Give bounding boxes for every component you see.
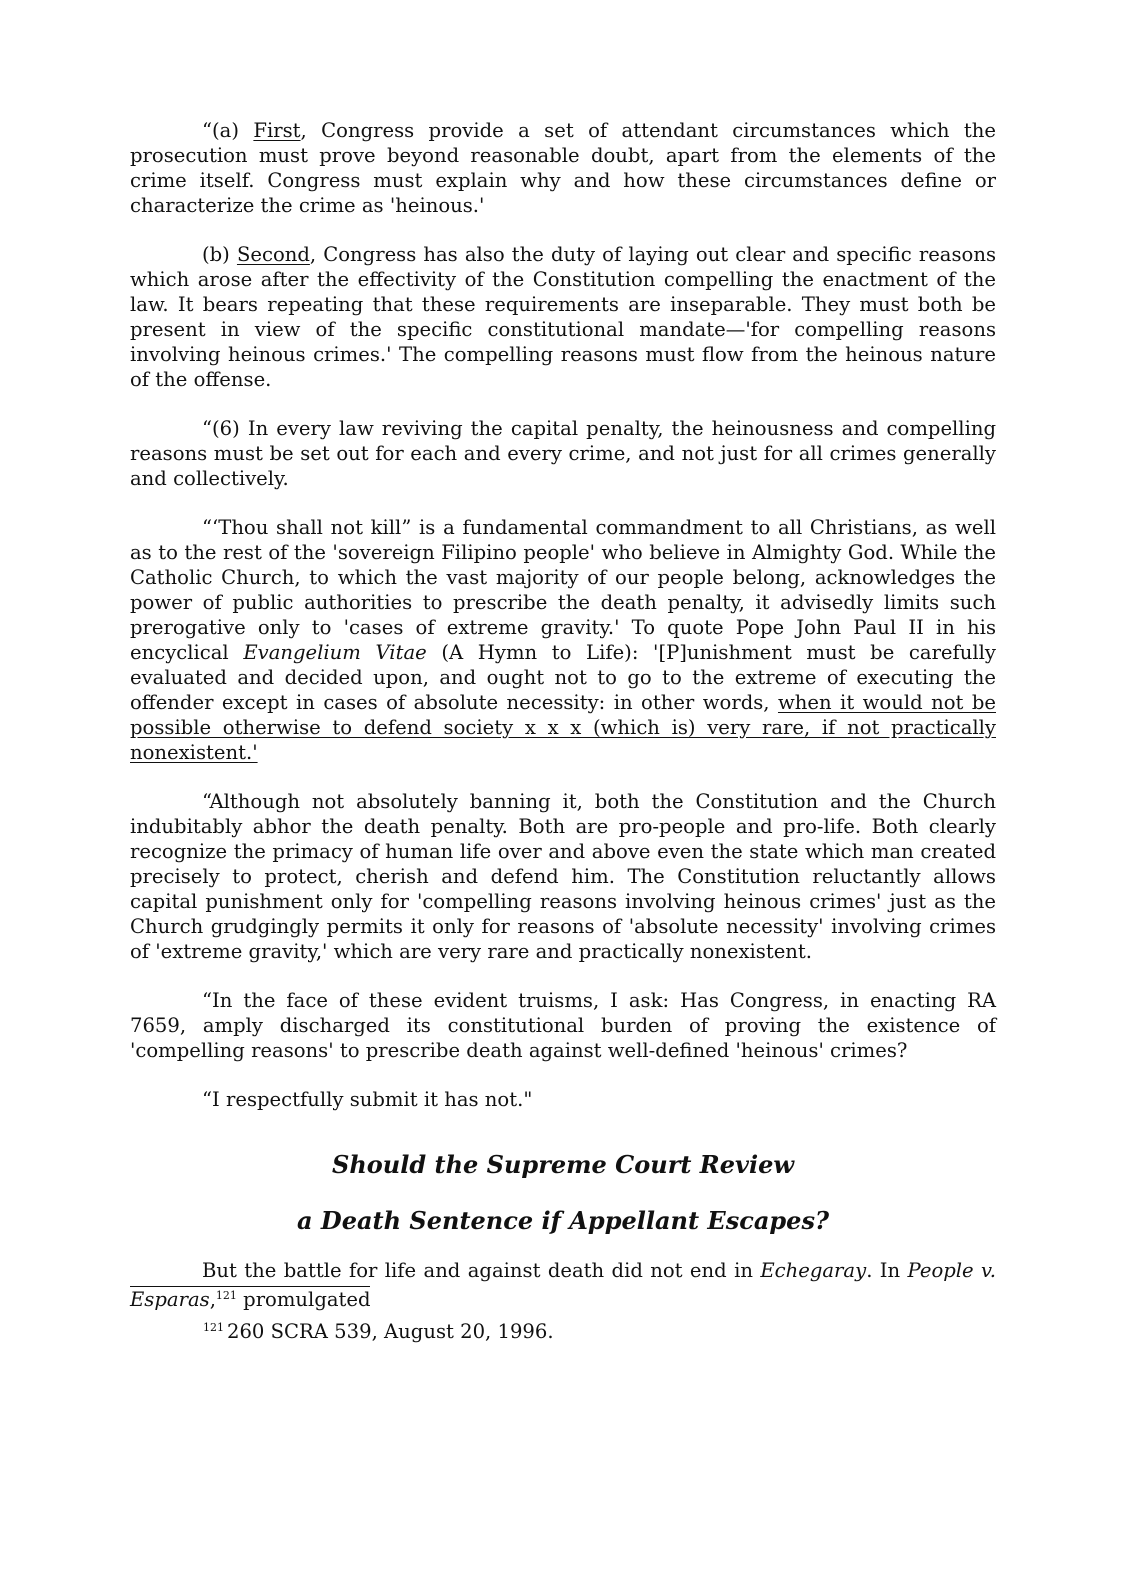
paragraph-evident-truisms: “In the face of these evident truisms, I ask: Has Congress, in enacting RA 7659, amply discharged its constitutional burden of proving the existence of 'compelling reasons' to prescribe death against well-defined 'heinous' crimes? [130, 989, 996, 1062]
encyclical-title: Evangelium Vitae [243, 641, 427, 664]
paragraph-closing: But the battle for life and against death did not end in Echegaray. In People v. Esparas,$^{121}$ promulgated [130, 1259, 996, 1311]
underlined-first: First [253, 119, 301, 142]
body-text [130, 118, 996, 1312]
underlined-quote: when it would not be possible otherwise to defend society x x x (which is) very rare, if not practically nonexistent.' [130, 691, 996, 764]
section-heading-line-2: a Death Sentence if Appellant Escapes? [296, 1206, 830, 1235]
footnote-reference: 121 [215, 1289, 237, 1302]
paragraph-thou-shall-not-kill: “‘Thou shall not kill” is a fundamental commandment to all Christians, as well as to the rest of the 'sovereign Filipino people' who believe in Almighty God. While the Catholic Church, to which the vast majority of our people belong, acknowledges the power of public authorities to prescribe the death penalty, it advisedly limits such prerogative only to 'cases of extreme gravity.' To quote Pope John Paul II in his encyclical Evangelium Vitae (A Hymn to Life): '[P]unishment must be carefully evaluated and decided upon, and ought not to go to the extreme of executing the offender except in cases of absolute necessity: in other words, when it would not be possible otherwise to defend society x x x (which is) very rare, if not practically nonexistent.' [130, 516, 997, 764]
paragraph-although: “Although not absolutely banning it, both the Constitution and the Church indubitably abhor the death penalty. Both are pro-people and pro-life. Both clearly recognize the primacy of human life over and above even the state which man created precisely to protect, cherish and defend him. The Constitution reluctantly allows capital punishment only for 'compelling reasons involving heinous crimes' just as the Church grudgingly permits it only for reasons of 'absolute necessity' involving crimes of 'extreme gravity,' which are very rare and practically nonexistent. [130, 790, 996, 963]
footnote-number: 121 [203, 1321, 224, 1334]
paragraph-b-second: (b) Second, Congress has also the duty of laying out clear and specific reasons which arose after the effectivity of the Constitution compelling the enactment of the law. It bears repeating that these requirements are inseparable. They must both be present in view of the specific constitutional mandate—'for compelling reasons involving heinous crimes.' The compelling reasons must flow from the heinous nature of the offense. [130, 243, 997, 391]
paragraph-6: “(6) In every law reviving the capital penalty, the heinousness and compelling reasons must be set out for each and every crime, and not just for all crimes generally and collectively. [130, 417, 996, 490]
underlined-second: Second [236, 243, 310, 266]
footnote-separator [130, 1286, 370, 1287]
footnote-text: 260 SCRA 539, August 20, 1996. [227, 1320, 554, 1343]
section-heading-line-1: Should the Supreme Court Review [332, 1150, 794, 1179]
paragraph-submit: “I respectfully submit it has not." [202, 1088, 533, 1111]
paragraph-a-first: “(a) First, Congress provide a set of attendant circumstances which the prosecution must prove beyond reasonable doubt, apart from the elements of the crime itself. Congress must explain why and how these circumstances define or characterize the crime as 'heinous.' [130, 119, 996, 217]
footnote [203, 1315, 554, 1345]
